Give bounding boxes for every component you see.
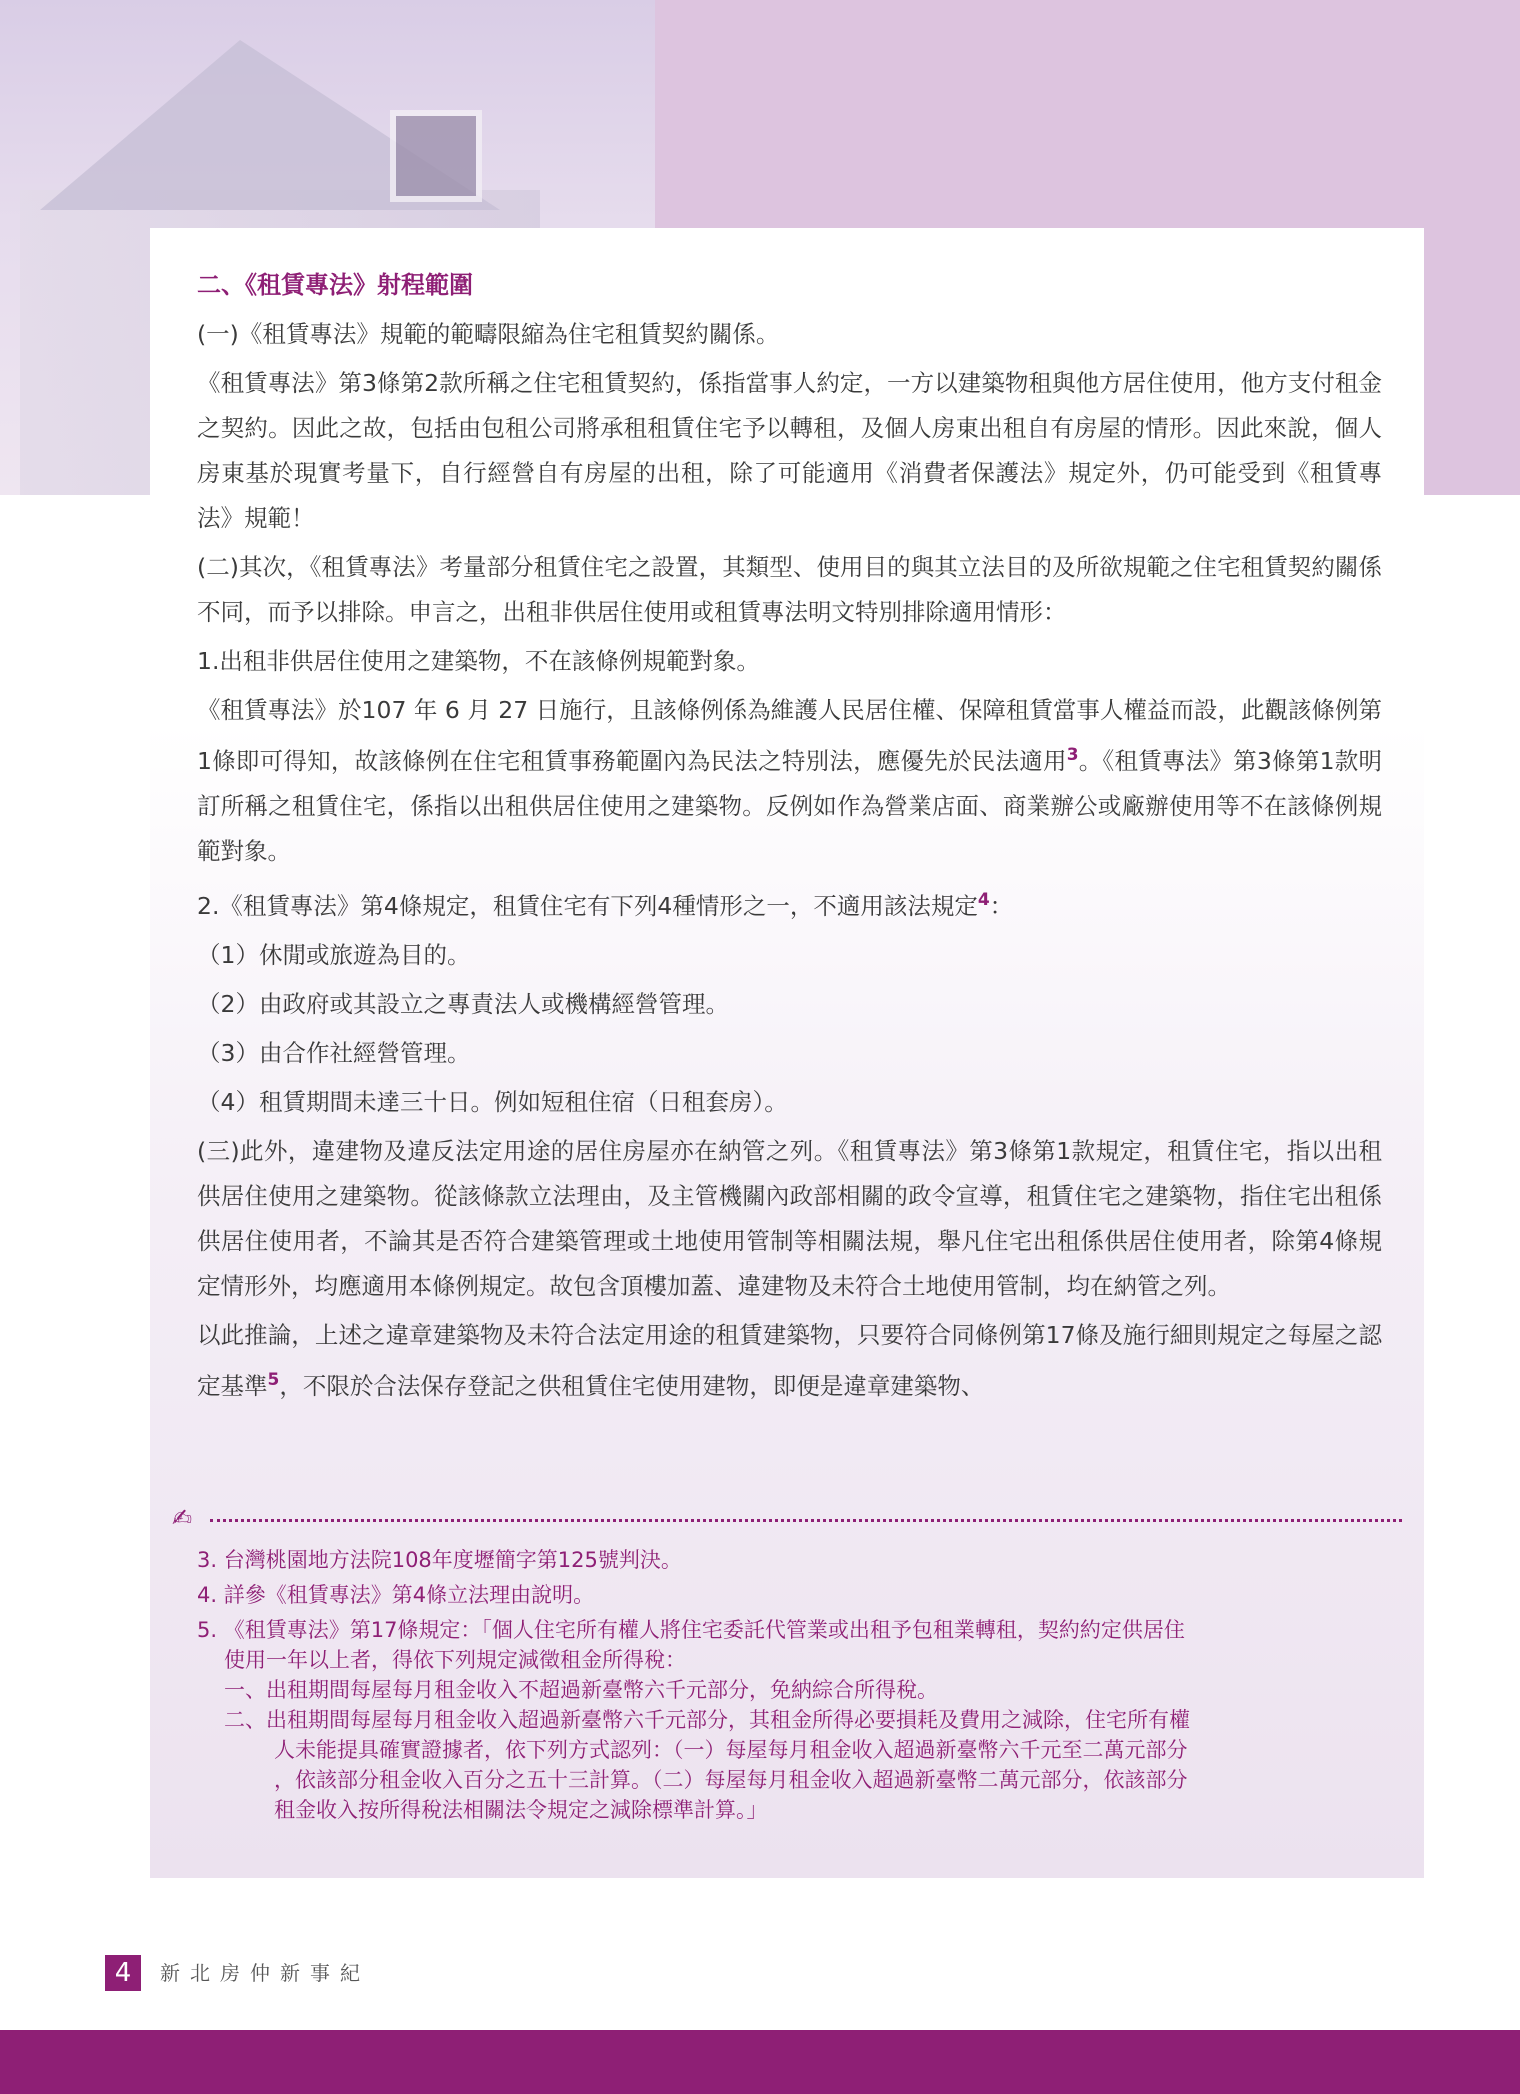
footnote-line: 一、出租期間每屋每月租金收入不超過新臺幣六千元部分，免納綜合所得稅。 bbox=[224, 1678, 938, 1702]
paragraph: 1.出租非供居住使用之建築物，不在該條例規範對象。 bbox=[197, 647, 760, 675]
paragraph bbox=[197, 688, 1382, 874]
paragraph: (二)其次，《租賃專法》考量部分租賃住宅之設置，其類型、使用目的與其立法目的及所欲規範之住宅租賃契約關係不同，而予以排除。申言之，出租非供居住使用或租賃專法明文特別排除適用情形： bbox=[197, 553, 1382, 626]
paragraph-text: 以此推論，上述之違章建築物及未符合法定用途的租賃建築物，只要符合同條例第17條及施行細則規定之每屋之認定基準 bbox=[197, 1320, 1382, 1400]
footnote-line: 租金收入按所得稅法相關法令規定之減除標準計算。」 bbox=[274, 1798, 768, 1822]
footnote-divider bbox=[172, 1504, 1402, 1532]
footnote-line: 5. 《租賃專法》第17條規定：「個人住宅所有權人將住宅委託代管業或出租予包租業轉租，契約約定供居住 bbox=[197, 1618, 1185, 1642]
list-item: （3）由合作社經營管理。 bbox=[197, 1038, 471, 1067]
pen-icon: ✍ bbox=[172, 1504, 193, 1532]
paragraph: 《租賃專法》第3條第2款所稱之住宅租賃契約，係指當事人約定，一方以建築物租與他方居住使用，他方支付租金之契約。因此之故，包括由包租公司將承租租賃住宅予以轉租，及個人房東出租自有房屋的情形。因此來說，個人房東基於現實考量下，自行經營自有房屋的出租，除了可能適用《消費者保護法》規定外，仍可能受到《租賃專法》規範！ bbox=[197, 369, 1382, 532]
footnote-ref: 5 bbox=[267, 1369, 280, 1390]
page-number: 4 bbox=[105, 1955, 141, 1991]
list-item: （2）由政府或其設立之專責法人或機構經營管理。 bbox=[197, 989, 729, 1018]
magazine-name: 新北房仲新事紀 bbox=[160, 1961, 370, 1985]
paragraph-text: 《租賃專法》於107 年 6 月 27 日施行，且該條例係為維護人民居住權、保障租賃當事人權益而設，此觀該條例第 1條即可得知，故該條例在住宅租賃事務範圍內為民法之特別法，應優先於民法適用 bbox=[197, 696, 1382, 775]
article-body bbox=[197, 268, 1382, 1412]
paragraph: (三)此外，違建物及違反法定用途的居住房屋亦在納管之列。《租賃專法》第3條第1款規定，租賃住宅，指以出租供居住使用之建築物。從該條款立法理由，及主管機關內政部相關的政令宣導，租賃住宅之建築物，指住宅出租係供居住使用者，不論其是否符合建築管理或土地使用管制等相關法規，舉凡住宅出租係供居住使用者，除第4條規定情形外，均應適用本條例規定。故包含頂樓加蓋、違建物及未符合土地使用管制，均在納管之列。 bbox=[197, 1136, 1382, 1300]
footnote-ref: 4 bbox=[977, 889, 990, 910]
footnote-line: 二、出租期間每屋每月租金收入超過新臺幣六千元部分，其租金所得必要損耗及費用之減除，住宅所有權 bbox=[224, 1708, 1190, 1732]
footnote-4: 4. 詳參《租賃專法》第4條立法理由說明。 bbox=[197, 1583, 595, 1607]
footnote-line: 使用一年以上者，得依下列規定減徵租金所得稅： bbox=[224, 1648, 686, 1672]
house-window bbox=[390, 110, 482, 202]
footnote-5 bbox=[197, 1615, 1382, 1825]
footnote-3: 3. 台灣桃園地方法院108年度壢簡字第125號判決。 bbox=[197, 1548, 682, 1572]
paragraph bbox=[197, 1313, 1382, 1409]
list-item: （4）租賃期間未達三十日。例如短租住宿（日租套房）。 bbox=[197, 1087, 788, 1116]
paragraph: (一)《租賃專法》規範的範疇限縮為住宅租賃契約關係。 bbox=[197, 320, 780, 348]
dotted-line bbox=[210, 1519, 1402, 1522]
section-title: 二、《租賃專法》射程範圍 bbox=[197, 271, 473, 299]
paragraph-text: 2.《租賃專法》第4條規定，租賃住宅有下列4種情形之一，不適用該法規定 bbox=[197, 891, 978, 920]
paragraph-text: 。《租賃專法》第3條第1款明訂所稱之租賃住宅，係指以出租供居住使用之建築物。反例如作為營業店面、商業辦公或廠辦使用等不在該條例規範對象。 bbox=[197, 746, 1383, 865]
footnotes bbox=[197, 1545, 1382, 1830]
paragraph bbox=[197, 878, 1382, 929]
footnote-line: 人未能提具確實證據者，依下列方式認列：（一）每屋每月租金收入超過新臺幣六千元至二萬元部分 bbox=[274, 1738, 1188, 1762]
footer-band bbox=[0, 2030, 1520, 2094]
footnote-ref: 3 bbox=[1066, 745, 1079, 765]
paragraph-text: ，不限於合法保存登記之供租賃住宅使用建物，即便是違章建築物、 bbox=[279, 1371, 985, 1400]
paragraph-text: ： bbox=[989, 891, 1014, 920]
footnote-line: ，依該部分租金收入百分之五十三計算。（二）每屋每月租金收入超過新臺幣二萬元部分，依該部分 bbox=[274, 1768, 1188, 1792]
list-item: （1）休閒或旅遊為目的。 bbox=[197, 940, 471, 969]
